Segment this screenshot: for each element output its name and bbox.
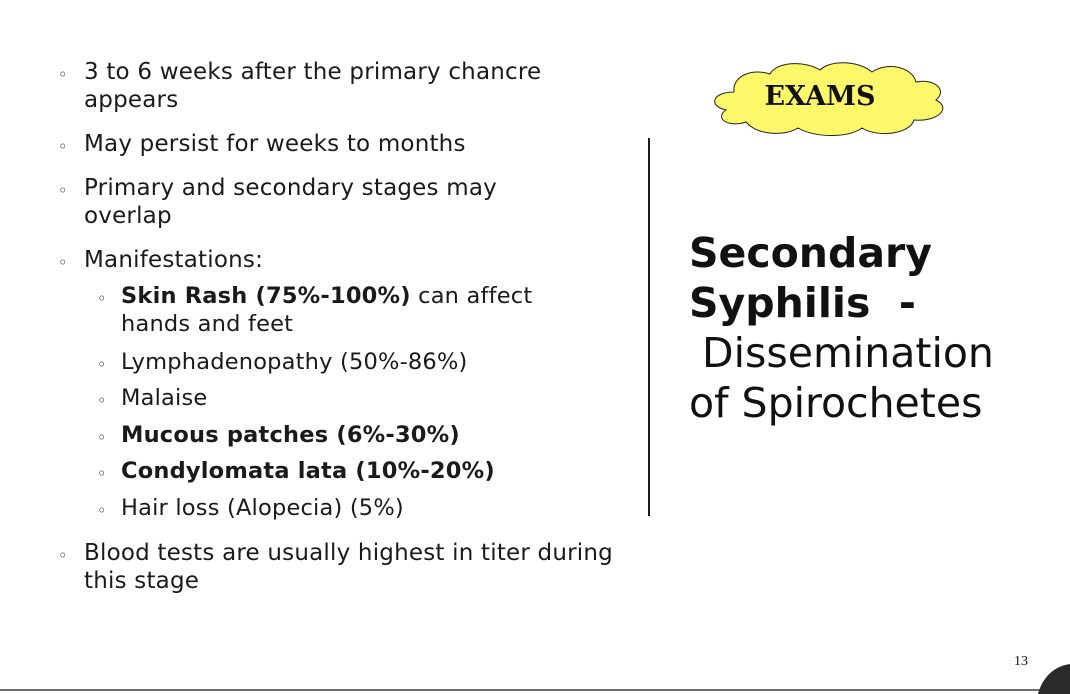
page-number: 13 <box>1014 654 1028 669</box>
bullet-text-4: Manifestations: <box>84 247 264 273</box>
bullet-marker: ◦ <box>58 546 68 565</box>
sub-bullet-text-5: Condylomata lata (10%-20%) <box>121 458 495 484</box>
bullet-marker: ◦ <box>58 253 68 272</box>
bullet-marker: ◦ <box>97 428 107 447</box>
bullet-marker: ◦ <box>97 391 107 410</box>
exams-cloud <box>706 58 950 140</box>
vertical-divider <box>648 138 650 516</box>
bullet-marker: ◦ <box>97 289 107 308</box>
bullet-marker: ◦ <box>58 137 68 156</box>
sub-bullet-rest: can affect hands and feet <box>121 283 533 337</box>
sub-bullet-text-3: Malaise <box>121 385 208 411</box>
sub-bullet-text-2: Lymphadenopathy (50%-86%) <box>121 349 468 375</box>
bullet-marker: ◦ <box>97 464 107 483</box>
sub-bullet-text-1 <box>121 282 601 338</box>
bullet-marker: ◦ <box>97 355 107 374</box>
bullet-marker: ◦ <box>97 501 107 520</box>
bullet-text-1-line: 3 to 6 weeks after the primary chancre appears <box>84 59 542 113</box>
exams-label: EXAMS <box>764 81 876 112</box>
bullet-text-5: Blood tests are usually highest in titer during this stage <box>84 540 613 594</box>
bullet-text-3: Primary and secondary stages may overlap <box>84 175 497 229</box>
title-line-3: Dissemination <box>689 329 994 377</box>
bullet-text-1 <box>84 58 614 114</box>
footer-line <box>0 689 1070 691</box>
sub-bullet-text-4: Mucous patches (6%-30%) <box>121 422 460 448</box>
slide-title <box>689 228 1059 428</box>
bullet-marker: ◦ <box>58 181 68 200</box>
bullet-text-2: May persist for weeks to months <box>84 131 466 157</box>
sub-bullet-bold: Skin Rash (75%-100%) <box>121 283 411 309</box>
bullet-marker: ◦ <box>58 65 68 84</box>
corner-decoration <box>1032 664 1070 694</box>
title-line-4: of Spirochetes <box>689 379 983 427</box>
sub-bullet-text-6: Hair loss (Alopecia) (5%) <box>121 495 404 521</box>
title-line-2: Syphilis - <box>689 279 916 327</box>
corner-arc <box>1038 664 1070 694</box>
title-line-1: Secondary <box>689 229 932 277</box>
